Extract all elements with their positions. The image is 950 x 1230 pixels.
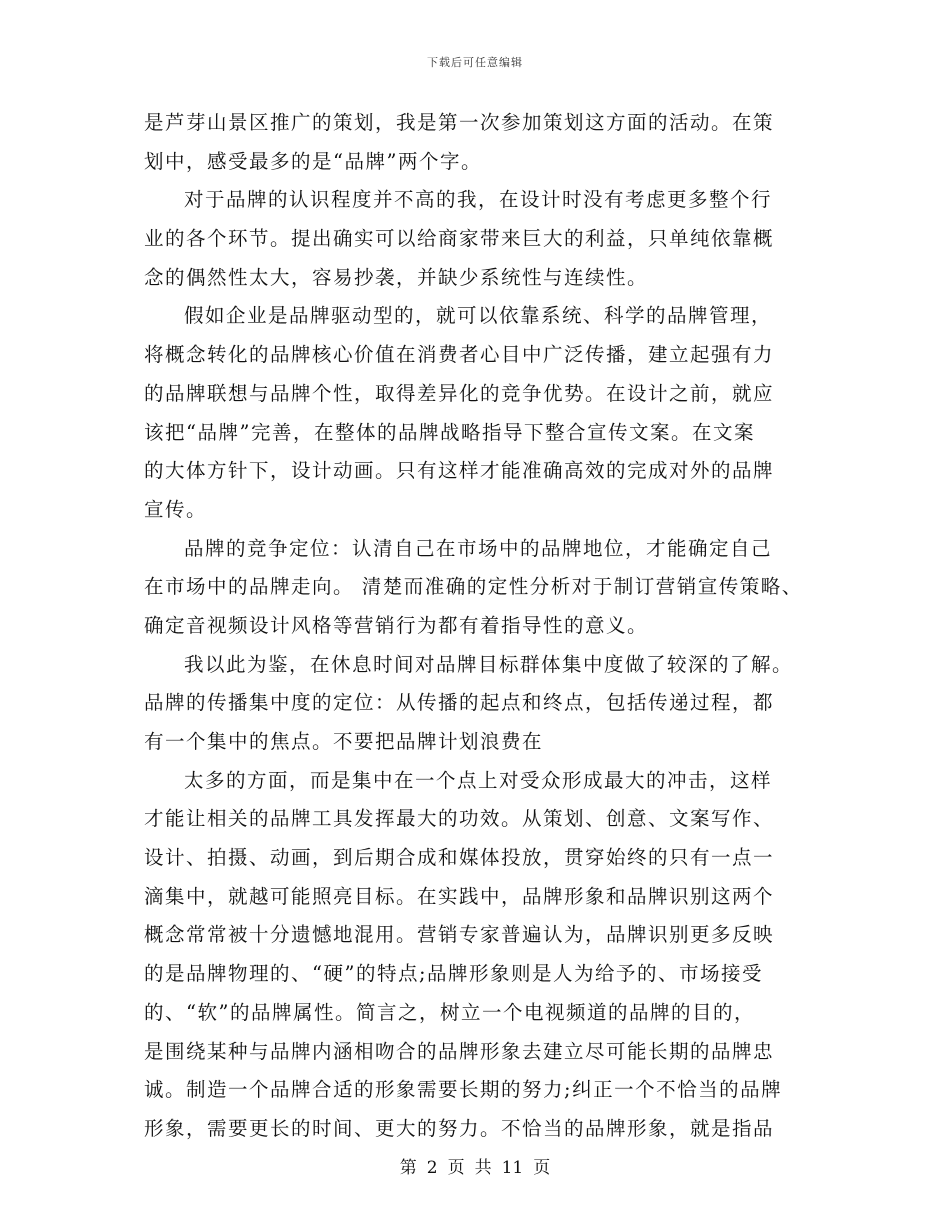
- paragraph-start-line: 太多的方面，而是集中在一个点上对受众形成最大的冲击，这样: [184, 768, 773, 792]
- paragraph-start-line: 我以此为鉴，在休息时间对品牌目标群体集中度做了较深的了解。: [184, 652, 794, 676]
- text-line: 宣传。: [144, 497, 208, 521]
- paragraph-start-line: 假如企业是品牌驱动型的，就可以依靠系统、科学的品牌管理，: [184, 304, 773, 328]
- text-line: 念的偶然性太大，容易抄袭，并缺少系统性与连续性。: [144, 265, 649, 289]
- text-line: 该把“品牌”完善，在整体的品牌战略指导下整合宣传文案。在文案: [144, 420, 755, 444]
- text-line: 品牌的传播集中度的定位：从传播的起点和终点，包括传递过程，都: [144, 691, 775, 715]
- page-label-gong: 共: [474, 1158, 492, 1178]
- text-line: 设计、拍摄、动画，到后期合成和媒体投放，贯穿始终的只有一点一: [144, 846, 775, 870]
- text-line: 的品牌联想与品牌个性，取得差异化的竞争优势。在设计之前，就应: [144, 381, 775, 405]
- text-line: 确定音视频设计风格等营销行为都有着指导性的意义。: [144, 613, 649, 637]
- page-label-di: 第: [399, 1158, 417, 1178]
- text-line: 有一个集中的焦点。不要把品牌计划浪费在: [144, 730, 544, 753]
- page-label-ye-2: 页: [533, 1158, 551, 1178]
- text-line: 的、“软”的品牌属性。简言之，树立一个电视频道的品牌的目的，: [144, 1000, 755, 1024]
- total-page-count: 11: [501, 1158, 524, 1178]
- paragraph-start-line: 对于品牌的认识程度并不高的我，在设计时没有考虑更多整个行: [184, 188, 773, 212]
- text-line: 形象，需要更长的时间、更大的努力。不恰当的品牌形象，就是指品: [144, 1116, 775, 1140]
- text-line: 才能让相关的品牌工具发挥最大的功效。从策划、创意、文案写作、: [144, 807, 775, 831]
- page-footer: [0, 1153, 950, 1178]
- text-line: 是芦芽山景区推广的策划，我是第一次参加策划这方面的活动。在策: [144, 111, 775, 134]
- page-header: 下载后可任意编辑: [427, 56, 523, 69]
- text-line: 的是品牌物理的、“硬”的特点;品牌形象则是人为给予的、市场接受: [144, 962, 764, 986]
- text-line: 将概念转化的品牌核心价值在消费者心目中广泛传播，建立起强有力: [144, 343, 775, 367]
- text-line: 滴集中，就越可能照亮目标。在实践中，品牌形象和品牌识别这两个: [144, 884, 775, 908]
- text-line: 的大体方针下，设计动画。只有这样才能准确高效的完成对外的品牌: [144, 459, 775, 483]
- paragraph-start-line: 品牌的竞争定位：认清自己在市场中的品牌地位，才能确定自己: [184, 536, 773, 560]
- current-page-number: 2: [426, 1158, 438, 1178]
- text-line: 概念常常被十分遗憾地混用。营销专家普遍认为，品牌识别更多反映: [144, 923, 775, 947]
- text-line: 诚。制造一个品牌合适的形象需要长期的努力;纠正一个不恰当的品牌: [144, 1078, 783, 1102]
- text-line: 划中，感受最多的是“品牌”两个字。: [144, 149, 482, 173]
- text-line: 业的各个环节。提出确实可以给商家带来巨大的利益，只单纯依靠概: [144, 227, 775, 251]
- text-line: 在市场中的品牌走向。 清楚而准确的定性分析对于制订营销宣传策略、: [144, 575, 803, 599]
- page-label-ye: 页: [447, 1158, 465, 1178]
- text-line: 是围绕某种与品牌内涵相吻合的品牌形象去建立尽可能长期的品牌忠: [144, 1039, 775, 1063]
- document-body: [144, 104, 804, 1149]
